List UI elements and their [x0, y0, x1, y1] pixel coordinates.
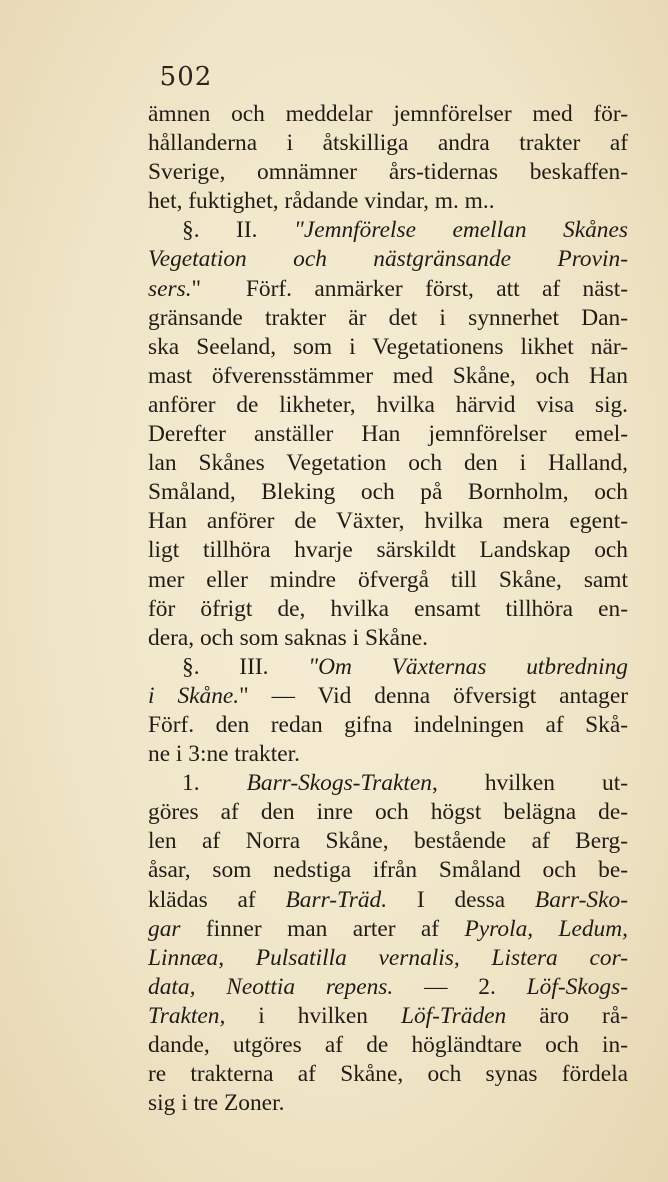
text-line [148, 449, 628, 478]
text-line [148, 158, 628, 187]
text-line [148, 827, 628, 856]
text-segment: §. II. [182, 217, 294, 244]
text-line [148, 187, 628, 216]
text-segment: ne i 3:ne trakter. [148, 741, 300, 768]
text-segment: finner man arter af [180, 915, 465, 942]
text-line [148, 478, 628, 507]
text-line [148, 304, 628, 333]
text-line [148, 711, 628, 740]
text-segment: för öfrigt de, hvilka ensamt tillhöra en- [148, 595, 628, 622]
text-segment: hållanderna i åtskilliga andra trakter af [148, 130, 628, 157]
italic-text: Barr-Skogs-Trakten [246, 770, 432, 797]
italic-text: Trakten, [148, 1002, 226, 1029]
body-text [148, 100, 628, 1118]
text-segment: — 2. [393, 973, 527, 1000]
page-number: 502 [159, 62, 213, 92]
text-segment: gränsande trakter är det i synnerhet Dan- [148, 304, 628, 331]
text-line [148, 275, 628, 304]
text-line [148, 944, 628, 973]
text-line [148, 682, 628, 711]
text-segment: lan Skånes Vegetation och den i Halland, [148, 450, 628, 477]
text-line [148, 973, 628, 1002]
text-line [148, 653, 628, 682]
text-segment: Förf. den redan gifna indelningen af Skå- [148, 711, 628, 738]
text-segment: sig i tre Zoner. [148, 1090, 285, 1117]
text-line [148, 740, 628, 769]
text-line [148, 624, 628, 653]
text-segment: dande, utgöres af de högländtare och in- [148, 1032, 628, 1058]
text-segment: mer eller mindre öfvergå till Skåne, samt [148, 566, 628, 593]
text-segment: ligt tillhöra hvarje särskildt Landskap och [148, 537, 628, 564]
text-segment: " Förf. anmärker först, att af näst- [191, 275, 628, 302]
text-segment: I dessa [387, 886, 535, 913]
text-segment: Sverige, omnämner års-tidernas beskaffen- [148, 159, 628, 186]
text-segment: Han anförer de Växter, hvilka mera egent- [148, 508, 628, 535]
italic-text: gar [148, 915, 181, 942]
italic-text: Pyrola, Ledum, [464, 915, 628, 942]
italic-text: sers. [148, 275, 192, 302]
italic-text: "Jemnförelse emellan Skånes [294, 217, 628, 244]
text-line [148, 1089, 628, 1118]
text-line [148, 595, 628, 624]
text-line [148, 420, 628, 449]
text-line [148, 798, 628, 827]
text-line [148, 391, 628, 420]
italic-text: Löf-Skogs- [526, 973, 628, 1000]
text-line [148, 333, 628, 362]
text-segment: klädas af [148, 886, 286, 913]
text-segment: Småland, Bleking och på Bornholm, och [148, 479, 628, 506]
text-segment: anförer de likheter, hvilka härvid visa sig. [148, 391, 628, 418]
text-line [148, 769, 628, 798]
text-segment: het, fuktighet, rådande vindar, m. m.. [148, 188, 495, 215]
text-segment: " — Vid denna öfversigt antager [239, 682, 628, 709]
text-line [148, 566, 628, 595]
text-segment: i hvilken [225, 1002, 401, 1029]
text-line [148, 216, 628, 245]
text-segment: dera, och som saknas i Skåne. [148, 624, 428, 651]
text-segment: , hvilken ut- [431, 770, 629, 797]
text-segment: §. III. [182, 653, 309, 680]
italic-text: Linnæa, Pulsatilla vernalis, Listera cor- [148, 944, 628, 971]
text-segment: len af Norra Skåne, bestående af Berg- [148, 828, 628, 855]
text-line [148, 1031, 628, 1060]
italic-text: "Om Växternas utbredning [308, 653, 628, 680]
text-line [148, 129, 628, 158]
text-segment: ämnen och meddelar jemnförelser med för- [148, 101, 628, 127]
text-segment: äro rå- [506, 1002, 629, 1029]
text-segment: göres af den inre och högst belägna de- [148, 799, 628, 826]
text-segment: mast öfverensstämmer med Skåne, och Han [148, 362, 628, 389]
text-segment: re trakterna af Skåne, och synas fördela [148, 1061, 628, 1088]
text-line [148, 1060, 628, 1089]
italic-text: Löf-Träden [400, 1002, 507, 1029]
text-line [148, 1002, 628, 1031]
text-segment: åsar, som nedstiga ifrån Småland och be- [148, 857, 628, 884]
text-line [148, 915, 628, 944]
italic-text: Barr-Träd. [285, 886, 388, 913]
italic-text: Vegetation och nästgränsande Provin- [148, 246, 628, 273]
italic-text: Barr-Sko- [534, 886, 628, 913]
text-line [148, 245, 628, 274]
text-segment: Derefter anställer Han jemnförelser emel- [148, 421, 628, 448]
text-line [148, 100, 628, 129]
text-segment: ska Seeland, som i Vegetationens likhet när- [148, 333, 628, 360]
italic-text: data, Neottia repens. [148, 973, 394, 1000]
text-line [148, 536, 628, 565]
italic-text: i Skåne. [148, 682, 240, 709]
text-line [148, 886, 628, 915]
text-segment: 1. [182, 770, 247, 797]
text-line [148, 856, 628, 885]
text-line [148, 507, 628, 536]
text-line [148, 362, 628, 391]
